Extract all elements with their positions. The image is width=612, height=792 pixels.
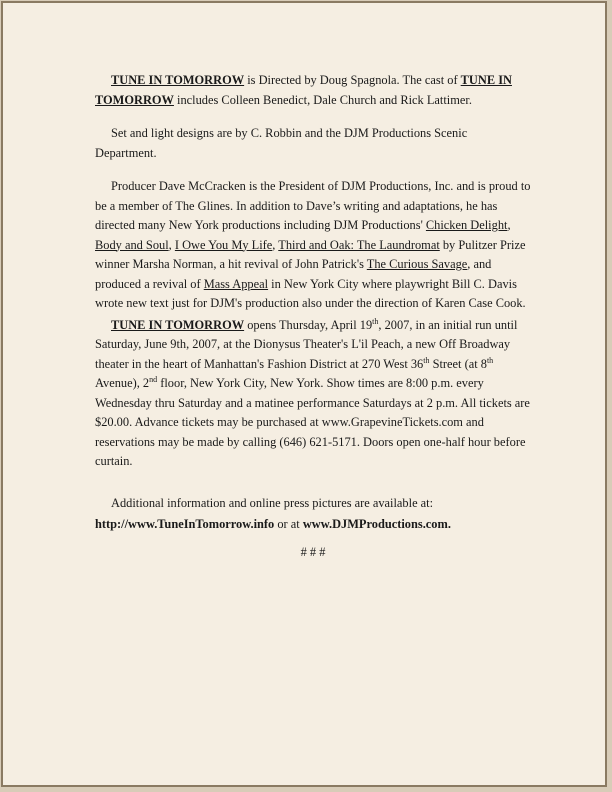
ordinal-suffix: nd	[149, 374, 158, 384]
paragraph-schedule	[95, 316, 531, 472]
end-mark: # # #	[300, 544, 326, 559]
text-run: Avenue), 2	[95, 376, 150, 390]
info-links	[95, 515, 531, 535]
separator: ,	[168, 237, 175, 252]
separator: ,	[507, 218, 511, 232]
text-run: floor, New York City, New York. Show times are 8:00 p.m. every Wednesday thru Saturday and a matinee performance Saturdays at 2 p.m. All tickets are $20.00. Advance tickets may be purchased at www.GrapevineTickets.com and reservations may be made by calling (646) 621-5171. Doors open one-half hour before curtain.	[95, 376, 530, 468]
url-djmproductions: www.DJMProductions.com.	[302, 517, 451, 531]
text-run: is Directed by Doug Spagnola. The cast of	[244, 73, 461, 87]
production-title: The Curious Savage	[366, 257, 468, 271]
paragraph-info	[95, 494, 531, 514]
text-run: Set and light designs are by C. Robbin and the DJM Productions Scenic Department.	[95, 126, 468, 160]
text-run: , and produced a revival of	[95, 257, 492, 291]
production-title: Chicken Delight	[425, 218, 508, 232]
ordinal-suffix: th	[423, 355, 430, 365]
text-run: or at	[274, 517, 303, 531]
separator: ,	[272, 237, 279, 252]
url-tuneintomorrow: http://www.TuneInTomorrow.info	[95, 517, 275, 531]
text-run: Producer Dave McCracken is the President of DJM Productions, Inc. and is proud to be a member of The Glines. In addition to Dave’s writing and adaptations, he has directed many New York productions including DJM Productions'	[95, 179, 531, 232]
show-title: TUNE IN TOMORROW	[111, 317, 245, 332]
production-title: Body and Soul	[95, 237, 169, 252]
paragraph-design	[95, 124, 531, 163]
paragraph-producer	[95, 177, 531, 314]
production-title: I Owe You My Life	[174, 237, 273, 252]
show-title: TUNE IN TOMORROW	[95, 73, 512, 107]
text-run: in New York City where playwright Bill C. Davis wrote new text just for DJM's production also under the direction of Karen Case Cook.	[95, 276, 526, 310]
text-run: by Pulitzer Prize winner Marsha Norman, a hit revival of John Patrick's	[95, 237, 526, 271]
text-run: , 2007, in an initial run until Saturday, June 9th, 2007, at the Dionysus Theater's L'il Peach, a new Off Broadway theater in the heart of Manhattan's Fashion District at 270 West 36	[95, 317, 518, 371]
press-release-body	[95, 71, 531, 576]
document-page	[1, 1, 607, 787]
ordinal-suffix: th	[372, 316, 379, 326]
text-run: Street (at 8	[429, 356, 487, 371]
production-title: Third and Oak: The Laundromat	[278, 237, 440, 252]
production-title: Mass Appeal	[203, 276, 269, 291]
text-run: opens Thursday, April 19	[244, 317, 373, 332]
ordinal-suffix: th	[486, 355, 494, 365]
show-title: TUNE IN TOMORROW	[111, 73, 245, 87]
text-run: includes Colleen Benedict, Dale Church and Rick Lattimer.	[173, 92, 472, 107]
text-run: Additional information and online press pictures are available at:	[111, 495, 434, 510]
paragraph-cast	[95, 71, 531, 110]
